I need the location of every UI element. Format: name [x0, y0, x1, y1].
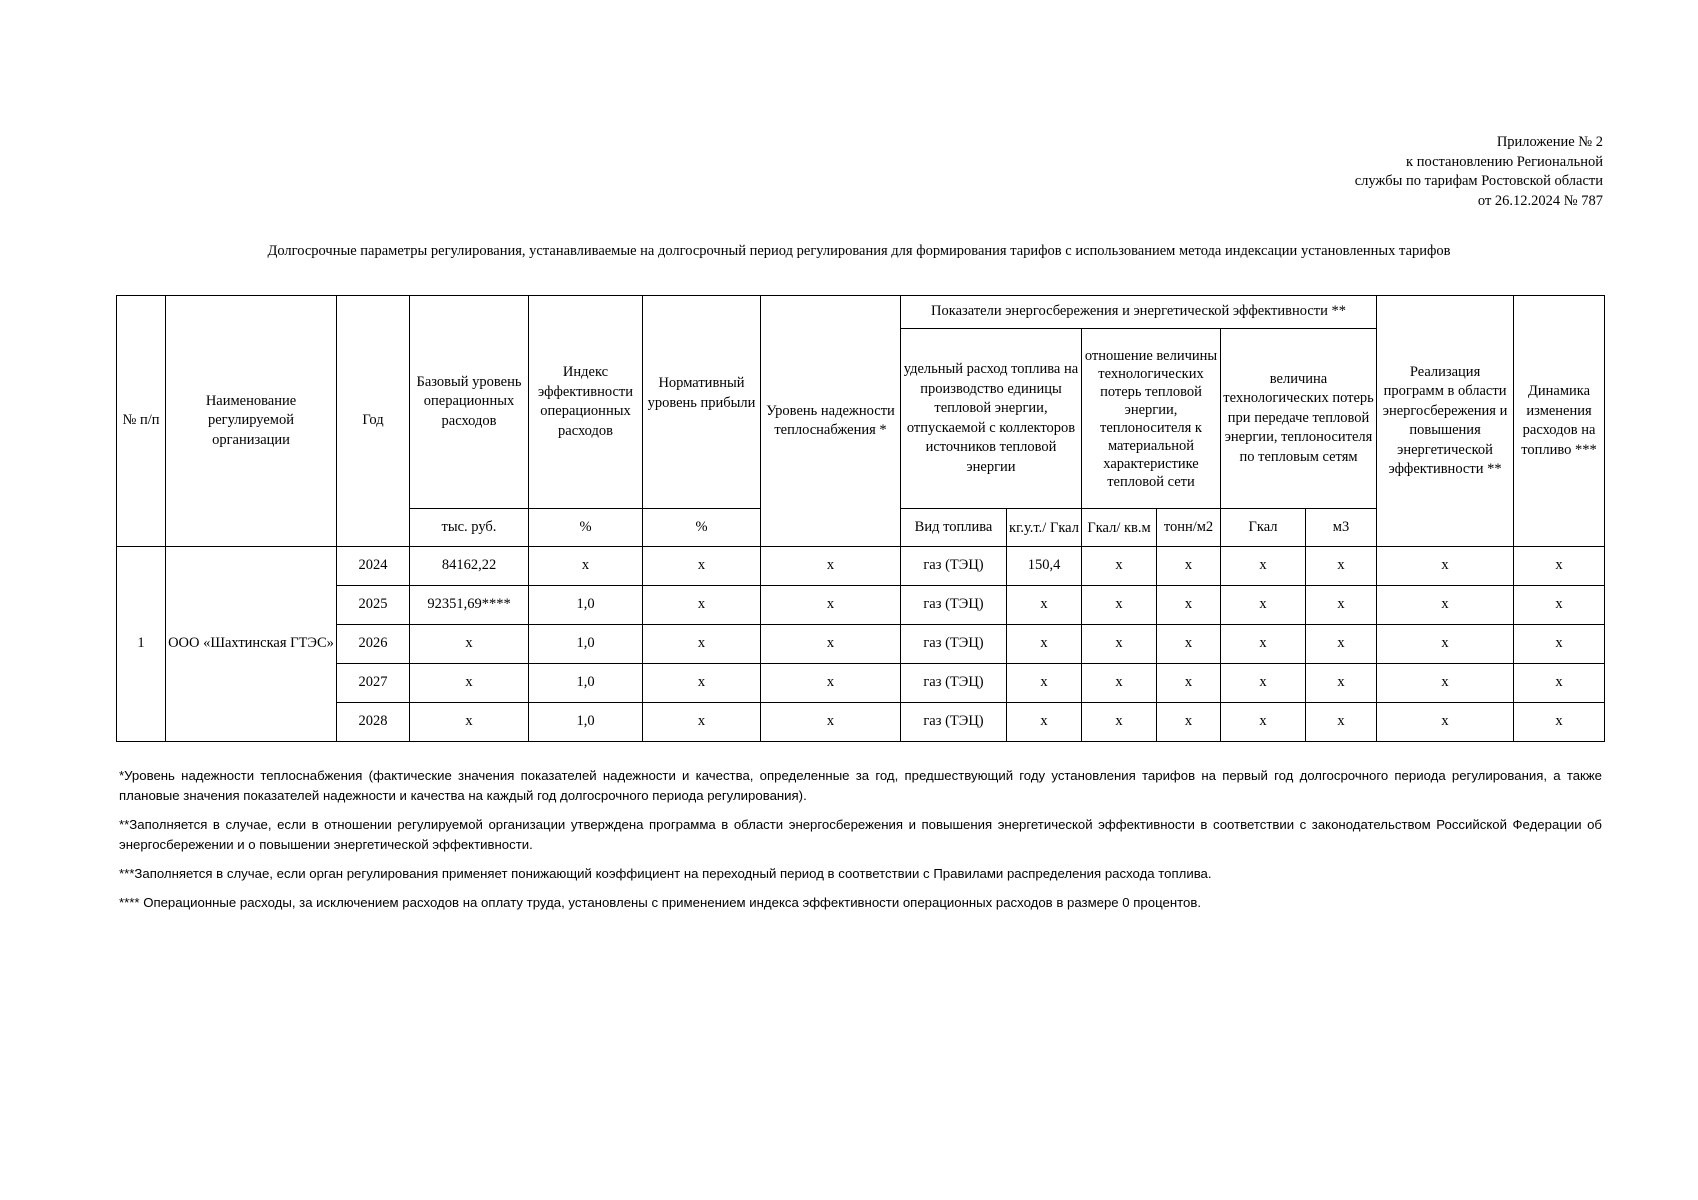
header-year: Год [337, 296, 410, 547]
cell-fuel-type: газ (ТЭЦ) [901, 664, 1007, 703]
cell-profit: х [643, 703, 761, 742]
document-title: Долгосрочные параметры регулирования, устанавливаемые на долгосрочный период регулирования для формирования тарифов с использованием метода индексации установленных тарифов [267, 243, 1451, 259]
cell-programs: х [1377, 664, 1514, 703]
cell-fuel: 150,4 [1007, 547, 1082, 586]
cell-ratio-ton: х [1157, 703, 1221, 742]
unit-fuel-type: Вид топлива [901, 509, 1007, 547]
appendix-line-3: службы по тарифам Ростовской области [1354, 173, 1603, 189]
cell-profit: х [643, 625, 761, 664]
cell-loss-gcal: х [1221, 625, 1306, 664]
cell-base: х [410, 703, 529, 742]
cell-year: 2027 [337, 664, 410, 703]
cell-base: х [410, 625, 529, 664]
header-reliability: Уровень надежности теплоснабжения * [761, 296, 901, 547]
cell-ratio-gcal: х [1082, 625, 1157, 664]
cell-dynamics: х [1514, 586, 1605, 625]
cell-reliability: х [761, 547, 901, 586]
appendix-header [1203, 133, 1603, 211]
header-ratio: отношение величины технологических потерь тепловой энергии, теплоносителя к материальной характеристике тепловой сети [1082, 329, 1221, 509]
cell-index: 1,0 [529, 625, 643, 664]
cell-fuel: х [1007, 703, 1082, 742]
cell-reliability: х [761, 586, 901, 625]
header-org: Наименование регулируемой организации [166, 296, 337, 547]
cell-base: 92351,69**** [410, 586, 529, 625]
cell-reliability: х [761, 703, 901, 742]
parameters-table [116, 295, 1605, 742]
cell-profit: х [643, 586, 761, 625]
table-row [117, 547, 1605, 586]
table-row [117, 664, 1605, 703]
cell-index: 1,0 [529, 664, 643, 703]
header-index: Индекс эффективности операционных расходов [529, 296, 643, 509]
cell-profit: х [643, 664, 761, 703]
cell-index: 1,0 [529, 586, 643, 625]
header-fuel: удельный расход топлива на производство единицы тепловой энергии, отпускаемой с коллекторов источников тепловой энергии [901, 329, 1082, 509]
cell-year: 2024 [337, 547, 410, 586]
cell-loss-gcal: х [1221, 703, 1306, 742]
unit-fuel: кг.у.т./ Гкал [1007, 509, 1082, 547]
cell-loss-m3: х [1306, 586, 1377, 625]
cell-dynamics: х [1514, 625, 1605, 664]
unit-base: тыс. руб. [410, 509, 529, 547]
cell-year: 2026 [337, 625, 410, 664]
table-row [117, 625, 1605, 664]
cell-dynamics: х [1514, 547, 1605, 586]
cell-year: 2025 [337, 586, 410, 625]
header-losses: величина технологических потерь при передаче тепловой энергии, теплоносителя по тепловым сетям [1221, 329, 1377, 509]
unit-ratio-ton: тонн/м2 [1157, 509, 1221, 547]
footnote-4: **** Операционные расходы, за исключением расходов на оплату труда, установлены с применением индекса эффективности операционных расходов в размере 0 процентов. [119, 895, 1202, 910]
cell-reliability: х [761, 625, 901, 664]
cell-loss-gcal: х [1221, 547, 1306, 586]
cell-reliability: х [761, 664, 901, 703]
cell-index: 1,0 [529, 703, 643, 742]
unit-loss-gcal: Гкал [1221, 509, 1306, 547]
cell-ratio-ton: х [1157, 625, 1221, 664]
org-name: ООО «Шахтинская ГТЭС» [166, 547, 337, 742]
cell-ratio-ton: х [1157, 664, 1221, 703]
cell-programs: х [1377, 586, 1514, 625]
cell-fuel: х [1007, 586, 1082, 625]
cell-ratio-ton: х [1157, 547, 1221, 586]
cell-loss-gcal: х [1221, 586, 1306, 625]
cell-loss-m3: х [1306, 703, 1377, 742]
footnote-2: **Заполняется в случае, если в отношении регулируемой организации утверждена программа в области энергосбережения и повышения энергетической эффективности в соответствии с законодательством Российской Федерации об энергосбережении и о повышении энергетической эффективности. [119, 817, 1602, 852]
cell-fuel-type: газ (ТЭЦ) [901, 547, 1007, 586]
cell-fuel: х [1007, 664, 1082, 703]
cell-base: 84162,22 [410, 547, 529, 586]
cell-ratio-gcal: х [1082, 586, 1157, 625]
cell-ratio-gcal: х [1082, 664, 1157, 703]
cell-fuel-type: газ (ТЭЦ) [901, 586, 1007, 625]
appendix-line-1: Приложение № 2 [1496, 134, 1603, 150]
header-profit: Нормативный уровень прибыли [643, 296, 761, 509]
cell-loss-m3: х [1306, 625, 1377, 664]
cell-year: 2028 [337, 703, 410, 742]
header-base: Базовый уровень операционных расходов [410, 296, 529, 509]
footnotes [119, 766, 1602, 922]
cell-fuel-type: газ (ТЭЦ) [901, 703, 1007, 742]
cell-ratio-gcal: х [1082, 703, 1157, 742]
unit-profit: % [643, 509, 761, 547]
header-energy-group: Показатели энергосбережения и энергетической эффективности ** [901, 296, 1377, 329]
header-num: № п/п [117, 296, 166, 547]
cell-programs: х [1377, 547, 1514, 586]
cell-profit: х [643, 547, 761, 586]
cell-index: х [529, 547, 643, 586]
unit-ratio-gcal: Гкал/ кв.м [1082, 509, 1157, 547]
table-row [117, 703, 1605, 742]
unit-index: % [529, 509, 643, 547]
table-row [117, 586, 1605, 625]
cell-loss-gcal: х [1221, 664, 1306, 703]
header-dynamics: Динамика изменения расходов на топливо *** [1514, 296, 1605, 547]
footnote-3: ***Заполняется в случае, если орган регулирования применяет понижающий коэффициент на переходный период в соответствии с Правилами распределения расхода топлива. [119, 866, 1212, 881]
cell-dynamics: х [1514, 664, 1605, 703]
cell-programs: х [1377, 703, 1514, 742]
org-number: 1 [117, 547, 166, 742]
appendix-line-4: от 26.12.2024 № 787 [1477, 192, 1603, 209]
footnote-1: *Уровень надежности теплоснабжения (фактические значения показателей надежности и качества, определенные за год, предшествующий году установления тарифов на первый год долгосрочного периода регулирования, а также плановые значения показателей надежности и качества на каждый год долгосрочного периода регулирования). [119, 768, 1602, 803]
cell-loss-m3: х [1306, 664, 1377, 703]
cell-fuel-type: газ (ТЭЦ) [901, 625, 1007, 664]
appendix-line-2: к постановлению Региональной [1406, 153, 1603, 170]
cell-ratio-ton: х [1157, 586, 1221, 625]
cell-fuel: х [1007, 625, 1082, 664]
cell-base: х [410, 664, 529, 703]
cell-programs: х [1377, 625, 1514, 664]
cell-dynamics: х [1514, 703, 1605, 742]
cell-ratio-gcal: х [1082, 547, 1157, 586]
cell-loss-m3: х [1306, 547, 1377, 586]
header-programs: Реализация программ в области энергосбережения и повышения энергетической эффективности ** [1377, 296, 1514, 547]
unit-loss-m3: м3 [1306, 509, 1377, 547]
